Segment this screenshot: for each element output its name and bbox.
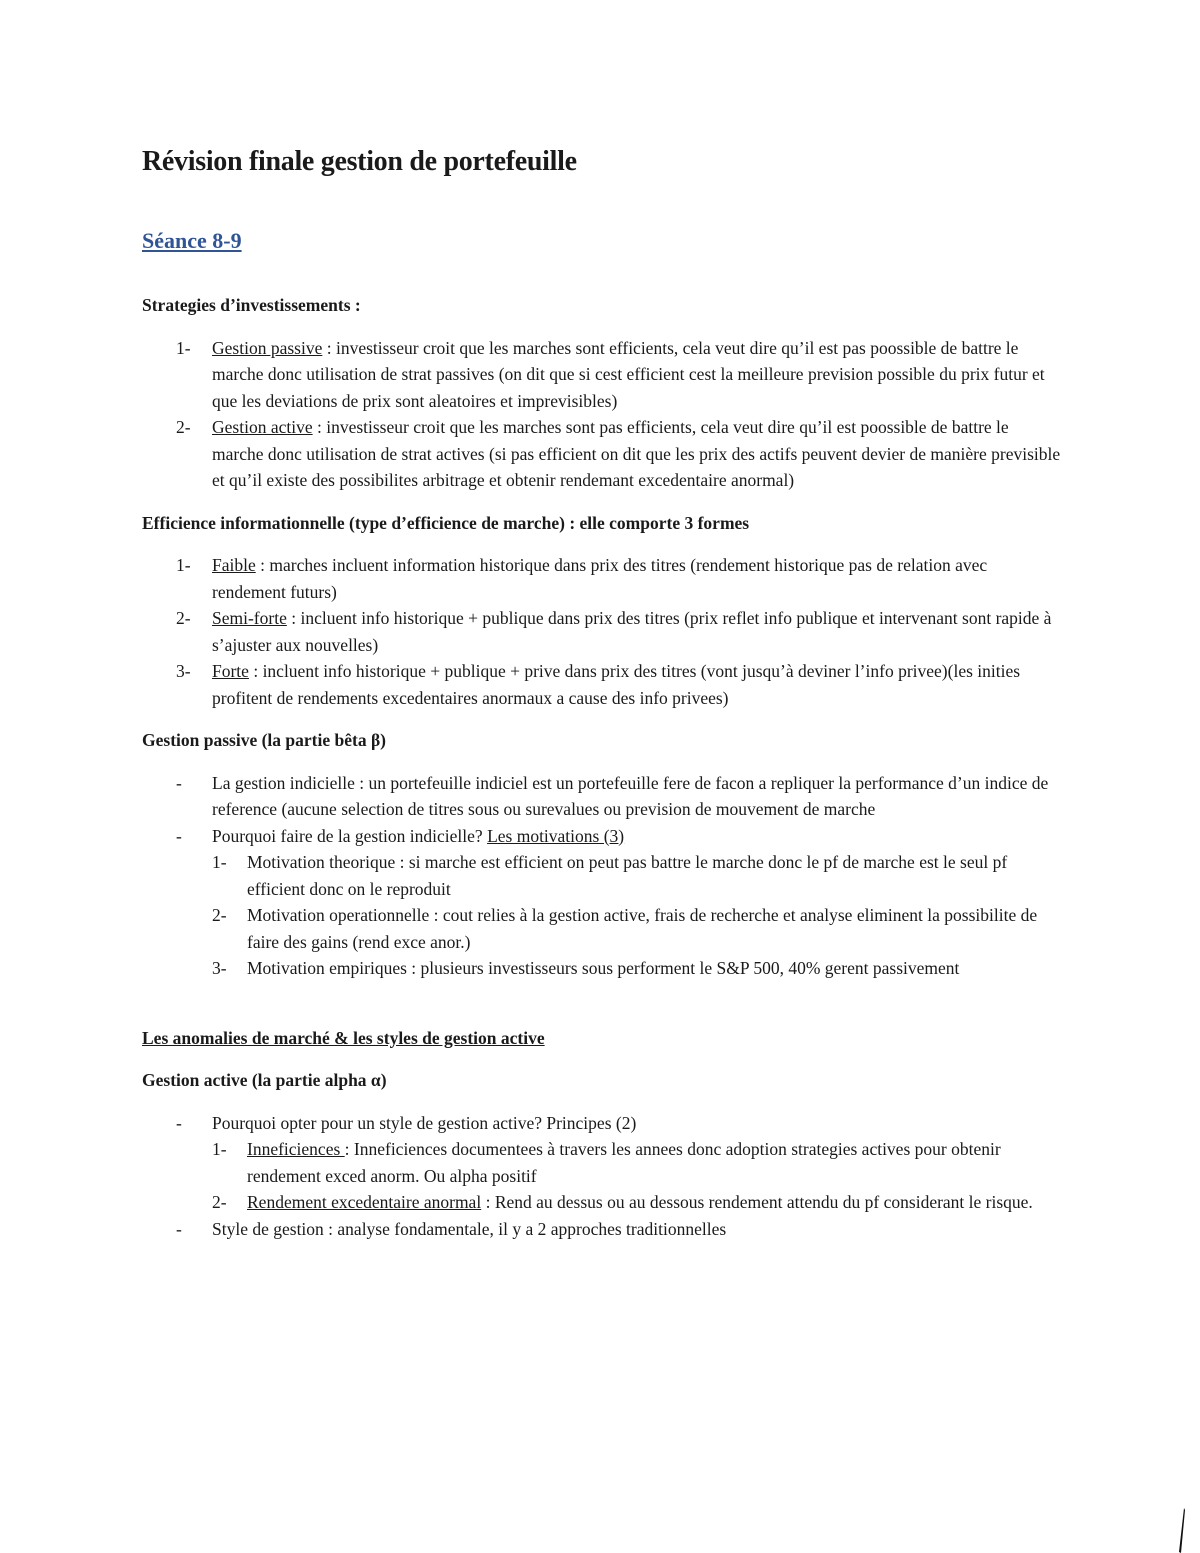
list-marker: 2- (176, 608, 191, 628)
efficience-list (142, 552, 1062, 711)
list-item (142, 1110, 1062, 1216)
list-item (142, 605, 1062, 658)
motivations-link: Les motivations (3) (487, 825, 625, 846)
list-item (212, 1189, 1062, 1216)
list-item (142, 335, 1062, 415)
term-faible: Faible (212, 555, 256, 575)
item-text: Pourquoi opter pour un style de gestion active? Principes (2) (212, 1112, 637, 1133)
item-text: : investisseur croit que les marches sont pas efficients, cela veut dire qu’il est poossible de battre le marche donc utilisation de strat actives (si pas efficient on dit que les prix des actifs peuvent devier de manière previsible et qu’il existe des possibilites arbitrage et obtenir rendemant excedentaire anormal) (212, 417, 1061, 490)
passive-list (142, 770, 1062, 982)
item-text: Style de gestion : analyse fondamentale, il y a 2 approches traditionnelles (212, 1218, 727, 1239)
term-semi-forte: Semi-forte (212, 608, 287, 628)
item-text: La gestion indicielle : un portefeuille indiciel est un portefeuille fere de facon a repliquer la performance d’un indice de reference (aucune selection de titres sous ou surevalues ou prevision de mouvement de marche (212, 772, 1049, 819)
term-gestion-passive: Gestion passive (212, 337, 323, 358)
list-marker: 1- (212, 1139, 227, 1159)
passive-heading: Gestion passive (la partie bêta β) (142, 730, 386, 750)
item-text: Motivation empiriques : plusieurs investisseurs sous performent le S&P 500, 40% gerent passivement (247, 958, 960, 978)
list-item (142, 823, 1062, 982)
item-text: Motivation operationnelle : cout relies à la gestion active, frais de recherche et analyse eliminent la possibilite de faire des gains (rend exce anor.) (247, 905, 1038, 952)
motivations-list (212, 849, 1062, 982)
list-item (142, 658, 1062, 711)
anomalies-heading: Les anomalies de marché & les styles de gestion active (142, 1027, 545, 1048)
document-title: Révision finale gestion de portefeuille (142, 146, 577, 177)
item-text: : Inneficiences documentees à travers les annees donc adoption strategies actives pour obtenir rendement exced anorm. Ou alpha positif (247, 1139, 1001, 1186)
strategies-heading: Strategies d’investissements : (142, 295, 361, 315)
list-marker: 2- (212, 1192, 227, 1212)
list-marker: 3- (212, 958, 227, 978)
active-list (142, 1110, 1062, 1243)
list-item (142, 414, 1062, 494)
list-item (212, 902, 1062, 955)
item-text: : Rend au dessus ou au dessous rendement attendu du pf considerant le risque. (481, 1192, 1033, 1212)
list-item (142, 770, 1062, 823)
list-item (212, 849, 1062, 902)
document-page (142, 140, 1062, 1242)
efficience-heading: Efficience informationnelle (type d’efficience de marche) : elle comporte 3 formes (142, 512, 750, 533)
dash-marker: - (176, 772, 182, 793)
term-forte: Forte (212, 661, 249, 681)
text-cursor-mark (1178, 1508, 1186, 1553)
principes-list (212, 1136, 1062, 1216)
item-text: Motivation theorique : si marche est efficient on peut pas battre le marche donc le pf de marche est le seul pf efficient donc on le reproduit (247, 852, 1008, 899)
term-gestion-active: Gestion active (212, 417, 313, 437)
list-marker: 1- (212, 852, 227, 872)
item-text: : marches incluent information historique dans prix des titres (rendement historique pas de relation avec rendement futurs) (212, 555, 988, 602)
item-text: : incluent info historique + publique + prive dans prix des titres (vont jusqu’à deviner l’info privee)(les inities profitent de rendements excedentaires anormaux a cause des info privees) (212, 661, 1021, 708)
item-text: : incluent info historique + publique dans prix des titres (prix reflet info publique et intervenant sont rapide à s’ajuster aux nouvelles) (212, 608, 1052, 655)
term-inneficiences: Inneficiences (247, 1139, 345, 1159)
dash-marker: - (176, 1112, 182, 1133)
active-heading: Gestion active (la partie alpha α) (142, 1070, 387, 1090)
list-marker: 1- (176, 555, 191, 575)
list-marker: 3- (176, 661, 191, 681)
term-rendement-excedentaire: Rendement excedentaire anormal (247, 1192, 482, 1212)
dash-marker: - (176, 825, 182, 846)
list-item (212, 1136, 1062, 1189)
list-marker: 1- (176, 337, 191, 358)
item-text: : investisseur croit que les marches sont efficients, cela veut dire qu’il est pas poossible de battre le marche donc utilisation de strat passives (on dit que si cest efficient cest la meilleure prevision possible du prix futur et que les deviations de prix sont aleatoires et imprevisibles) (212, 337, 1045, 411)
list-item (212, 955, 1062, 982)
list-marker: 2- (176, 417, 191, 437)
session-title: Séance 8-9 (142, 228, 242, 253)
dash-marker: - (176, 1218, 182, 1239)
list-item (142, 552, 1062, 605)
list-marker: 2- (212, 905, 227, 925)
list-item (142, 1216, 1062, 1243)
item-text: Pourquoi faire de la gestion indicielle? (212, 825, 488, 846)
strategies-list (142, 335, 1062, 494)
